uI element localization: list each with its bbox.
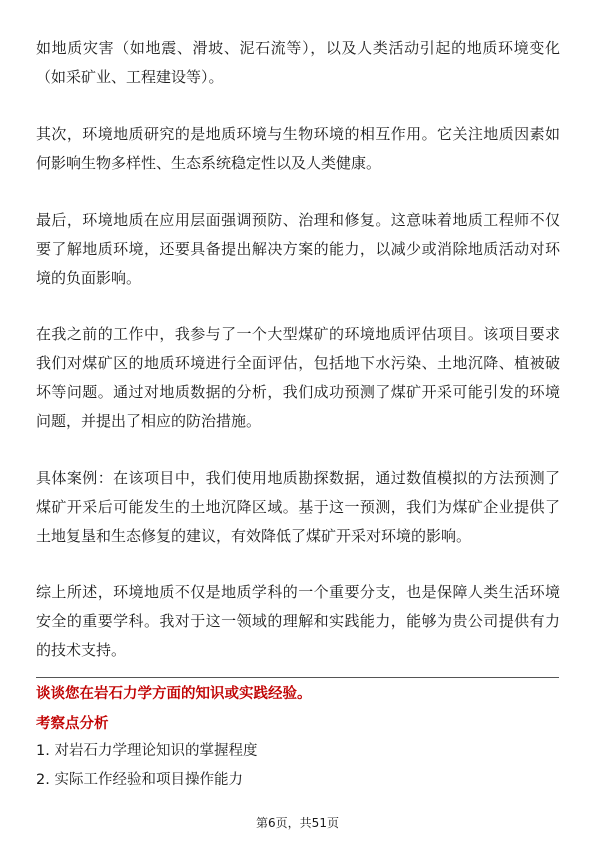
body-paragraph: 在我之前的工作中，我参与了一个大型煤矿的环境地质评估项目。该项目要求我们对煤矿区的地质环境进行全面评估，包括地下水污染、土地沉降、植被破坏等问题。通过对地质数据的分析，我们成功预测了煤矿开采可能引发的环境问题，并提出了相应的防治措施。 xyxy=(36,325,560,430)
body-paragraph: 具体案例：在该项目中，我们使用地质勘探数据，通过数值模拟的方法预测了煤矿开采后可能发生的土地沉降区域。基于这一预测，我们为煤矿企业提供了土地复垦和生态修复的建议，有效降低了煤矿开采对环境的影响。 xyxy=(36,469,560,545)
body-paragraph: 综上所述，环境地质不仅是地质学科的一个重要分支，也是保障人类生活环境安全的重要学科。我对于这一领域的理解和实践能力，能够为贵公司提供有力的技术支持。 xyxy=(36,583,560,659)
body-paragraph: 最后，环境地质在应用层面强调预防、治理和修复。这意味着地质工程师不仅要了解地质环境，还要具备提出解决方案的能力，以减少或消除地质活动对环境的负面影响。 xyxy=(36,211,560,287)
section-divider xyxy=(36,677,559,678)
body-paragraph: 其次，环境地质研究的是地质环境与生物环境的相互作用。它关注地质因素如何影响生物多样性、生态系统稳定性以及人类健康。 xyxy=(36,125,560,172)
analysis-point: 2. 实际工作经验和项目操作能力 xyxy=(36,772,243,788)
body-paragraph: 如地质灾害（如地震、滑坡、泥石流等），以及人类活动引起的地质环境变化（如采矿业、工程建设等）。 xyxy=(36,39,560,86)
question-title: 谈谈您在岩石力学方面的知识或实践经验。 xyxy=(36,686,312,702)
page-number: 第6页，共51页 xyxy=(256,816,339,830)
analysis-heading: 考察点分析 xyxy=(36,716,109,732)
analysis-point: 1. 对岩石力学理论知识的掌握程度 xyxy=(36,743,258,759)
